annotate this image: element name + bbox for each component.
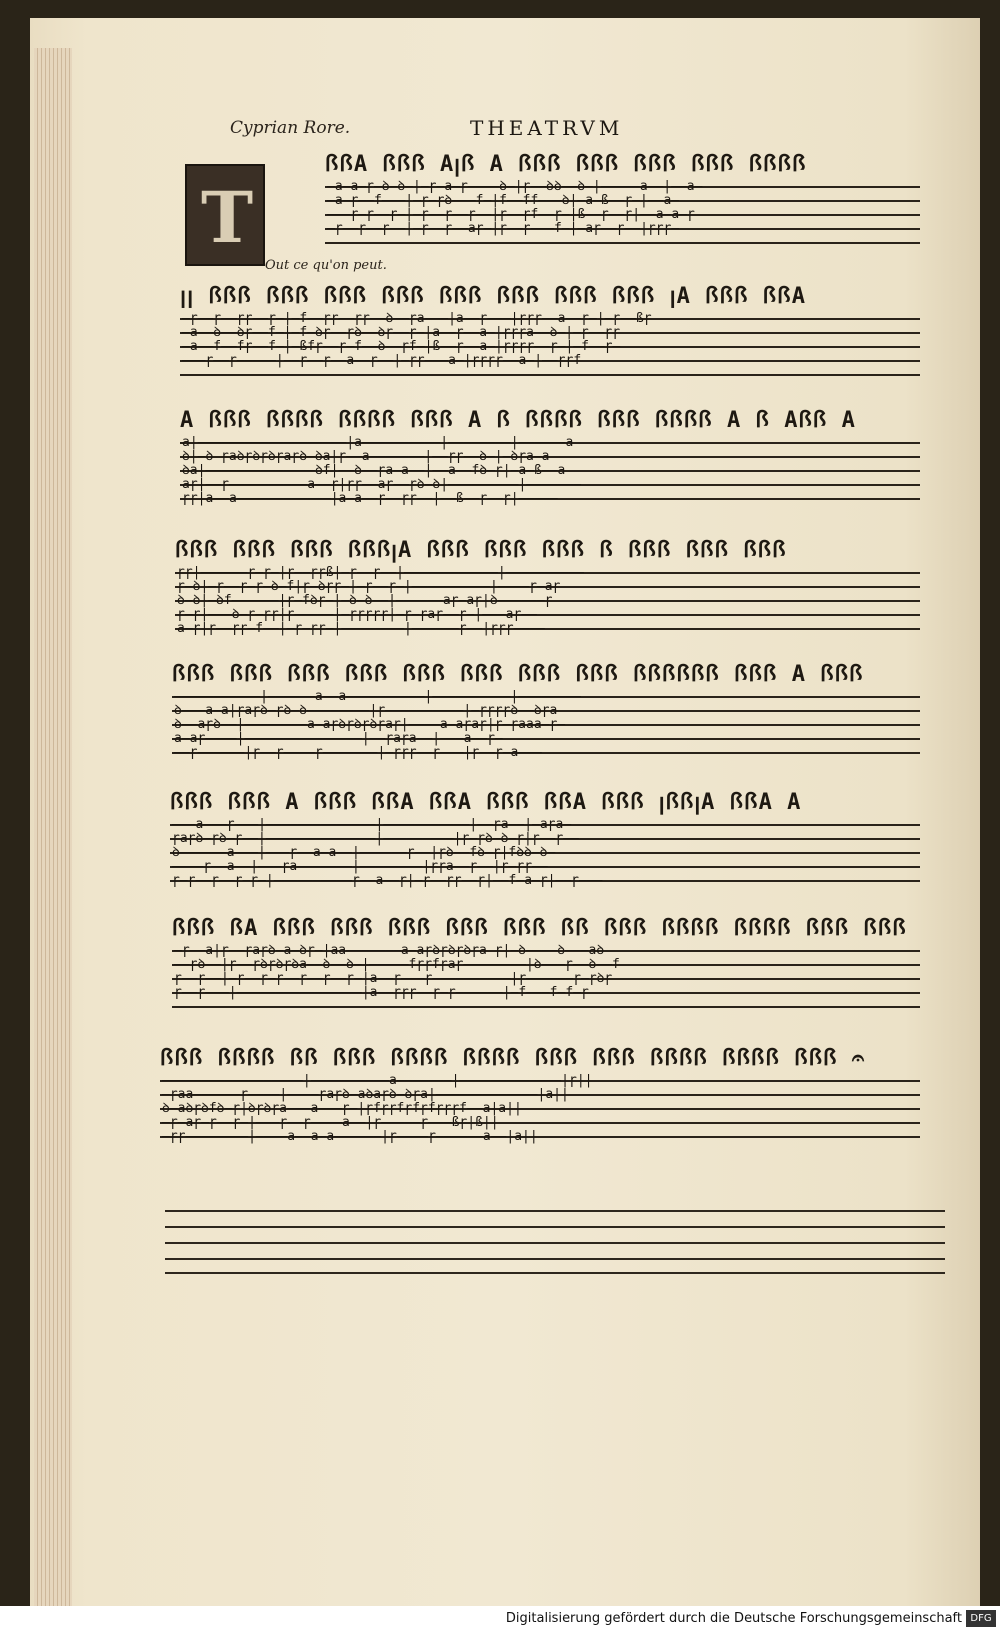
- tablature-course: a|———————————————————|a——————————|————————|——————a: [182, 435, 574, 450]
- tablature-course: ɼ—ɼ——ɼ——ɼ—ɼ—|——————————ɼ——a——ɼ|—ɼ——ɼɼ——ɼ|——f—a—ɼ|——ɼ———: [172, 873, 603, 888]
- footer-text: Digitalisierung gefördert durch die Deutsche Forschungsgemeinschaft: [505, 1611, 962, 1626]
- tablature-course: ɼɼ|a——a————————————|a—a——ɼ——ɼɼ——|——ß——ɼ——ɼ|—————: [182, 491, 558, 506]
- page-edges: [34, 48, 72, 1608]
- tablature-staff: [160, 1074, 920, 1154]
- tablature-staff: [175, 566, 920, 646]
- tablature-staff: [180, 436, 920, 516]
- blank-staff-line: [165, 1226, 945, 1228]
- tablature-course: ɼ——ɼ——|—ɼ——ɼ—ɼ——ɼ——ɼ——ɼ—|a——ɼ———ɼ——————————|ɼ——————ɼ—ɼꝺɼ: [174, 971, 613, 986]
- dfg-logo: DFG: [966, 1610, 996, 1627]
- tablature-course: ꝺa|——————————————ꝺf|——ꝺ——ɼa—a——|——a——fꝺ—ɼ|—a—ß——a: [182, 463, 566, 478]
- tablature-course: ɼ—ɼ|———ꝺ—ɼ—ɼɼ|ɼ—————|—ɼɼɼɼɼ|—ɼ—ɼaɼ——ɼ—|———aɼ——: [177, 607, 537, 622]
- tablature-staff: [180, 312, 920, 392]
- staff-line: [325, 242, 920, 244]
- tablature-course: aɼ|——ɼ——————————a——ɼ|ɼɼ——aɼ——ɼꝺ—ꝺ|—————————|———————: [182, 477, 582, 492]
- blank-staff-line: [165, 1272, 945, 1274]
- tablature-course: a—aɼ————|———————————————|——ɼaɼa——|———a——ɼ—: [174, 731, 503, 746]
- decorated-initial: [185, 164, 265, 266]
- tablature-course: —ɼ——a|ɼ——ɼaɼꝺ—a—ꝺɼ—|aa———————a—aɼꝺɼꝺɼꝺɼa ɼ|—ꝺ————ꝺ———aꝺ: [174, 943, 605, 958]
- rhythm-flags: ꟗꟗꟗ ꟗA ꟗꟗꟗ ꟗꟗꟗ ꟗꟗꟗ ꟗꟗꟗ ꟗꟗꟗ ꟗꟗ ꟗꟗꟗ ꟗꟗꟗꟗ ꟗꟗꟗꟗ ꟗꟗꟗ ꟗꟗꟗ: [172, 916, 907, 941]
- tablature-staff: [170, 818, 920, 898]
- rhythm-flags: ꟗꟗꟗ ꟗꟗꟗ ꟗꟗꟗ ꟗꟗꟗꞁA ꟗꟗꟗ ꟗꟗꟗ ꟗꟗꟗ ꟗ ꟗꟗꟗ ꟗꟗꟗ ꟗꟗꟗ: [175, 538, 787, 563]
- tablature-course: ———————————|——————a——a——————————|——————————|————————: [174, 689, 581, 704]
- tablature-staff: [325, 180, 920, 260]
- digitization-footer: [0, 1606, 1000, 1632]
- tablature-course: ɼaɼꝺ—ɼꝺ—ɼ——|——————————————|—————————|ɼ—ɼꝺ—ꝺ—ɼ|ɼ——ɼ——: [172, 831, 579, 846]
- tablature-staff: [172, 690, 920, 770]
- tablature-course: ꝺ—aꝺɼꝺfꝺ—ɼ|ꝺɼꝺɼa———a———ɼ—|ɼfɼɼfɼfɼfɼɼɼf——a|a||: [162, 1101, 522, 1116]
- tablature-course: ɼ—ꝺ|—ɼ——ɼ—ɼ—ꝺ—f|ɼ—ꝺɼɼ—|—ɼ——ɼ—|——————————|————ɼ—aɼ: [177, 579, 561, 594]
- tablature-course: ɼɼ|——————ɼ—ɼ—|ɼ——ɼɼß|—ɼ——ɼ——|————————————|——————————: [177, 565, 584, 580]
- staff-line: [180, 374, 920, 376]
- tablature-course: —ɼ——ɼ——ɼɼ——ɼ—|—f——ɼɼ——ɼɼ——ꝺ——ɼa———|a——ɼ———|ɼɼɼ——a——ɼ—|—ɼ——ßɼ: [182, 311, 652, 326]
- tablature-course: ——ɼ——————|ɼ——ɼ————ɼ———————|—ɼɼɼ——ɼ———|ɼ——ɼ—a———: [174, 745, 542, 760]
- tablature-course: ꝺ|—ꝺ ɼaꝺɼꝺɼꝺɼaɼꝺ—ꝺa|ɼ——a———————|——ɼɼ——ꝺ—|—ꝺɼa—a: [182, 449, 550, 464]
- tablature-course: a—ɼ|ɼ——ɼɼ—f——|—ɼ—ɼɼ—|————————|——————ɼ——|ɼɼɼ————: [177, 621, 545, 636]
- staff-line: [172, 1006, 920, 1008]
- blank-staff-line: [165, 1242, 945, 1244]
- tablature-course: ꝺ——————a———|———ɼ——a—a——|——————ɼ——|ɼꝺ——fꝺ—ɼ|fꝺꝺ—ꝺ—: [172, 845, 556, 860]
- tablature-course: —ɼ—aɼ—ɼ——ɼ—|———ɼ——ɼ————a——|ɼ—————ɼ———ßɼ|ß||: [162, 1115, 499, 1130]
- tablature-course: ——————————————————|——————————a———————|—————————————|ɼ||: [162, 1073, 593, 1088]
- tablature-course: ——ɼꝺ——|ɼ——ɼꝺɼꝺɼꝺa——ꝺ——ꝺ—|—————fɼɼfɼaɼ————————|ꝺ———ɼ——ꝺ——f: [174, 957, 620, 972]
- blank-staff-line: [165, 1210, 945, 1212]
- blank-staff-line: [165, 1258, 945, 1260]
- tablature-course: ꝺ———a—a|ɼaɼꝺ—ɼꝺ—ꝺ————————|ɼ——————————|—ɼɼɼɼꝺ——ꝺɼa: [174, 703, 558, 718]
- rhythm-flags: ꟗꟗꟗ ꟗꟗꟗꟗ ꟗꟗ ꟗꟗꟗ ꟗꟗꟗꟗ ꟗꟗꟗꟗ ꟗꟗꟗ ꟗꟗꟗ ꟗꟗꟗꟗ ꟗꟗꟗꟗ ꟗꟗꟗ 𝄐: [160, 1046, 866, 1071]
- tablature-course: —ɼaa——————ɼ————|————ɼaɼꝺ—aꝺaɼꝺ—ꝺɼa|—————————————|a||: [162, 1087, 569, 1102]
- tablature-course: —a—a—ɼ—ꝺ—ꝺ—|—ɼ—a—ɼ————ꝺ—|ɼ——ꝺꝺ——ꝺ—|—————a——|——a—: [327, 179, 703, 194]
- tablature-course: ꝺ——aɼꝺ——|————————a—aɼꝺɼꝺɼꝺɼaɼ|————a—aɼaɼ|ɼ—ɼaaa—ɼ—: [174, 717, 566, 732]
- tablature-course: ɼ——ɼ———|————————————————|a——ɼɼɼ——ɼ—ɼ——————|—f———f—f—ɼ: [174, 985, 589, 1000]
- tablature-course: —a—ɼ——f———|—ɼ—ɼꝺ———f—|f——ff———ꝺ|—a—ß——ɼ—|——a—: [327, 193, 680, 208]
- initial-letter: T: [201, 176, 254, 259]
- tablature-course: ꝺ—ꝺ|—ꝺf——————|ɼ—fꝺɼ—|—ꝺ—ꝺ——|——————aɼ—aɼ|ꝺ——————ɼ: [177, 593, 553, 608]
- tablature-course: ———ɼ——ɼ—————|——ɼ——ɼ——a——ɼ——|—ɼɼ———a—|ɼɼɼɼ——a—|——ɼɼf: [182, 353, 582, 368]
- tablature-course: ————ɼ——a——|———ɼa———————|————————|ɼɼa——ɼ——|ɼ—ɼɼ——: [172, 859, 548, 874]
- tablature-course: —ɼɼ————————|————a——a—a——————|ɼ————ɼ——————a——|a||: [162, 1129, 538, 1144]
- rhythm-flags: A ꟗꟗꟗ ꟗꟗꟗꟗ ꟗꟗꟗꟗ ꟗꟗꟗ A ꟗ ꟗꟗꟗꟗ ꟗꟗꟗ ꟗꟗꟗꟗ A ꟗ Aꟗꟗ A: [180, 408, 856, 433]
- running-head: Cyprian Rore.: [230, 118, 351, 138]
- tablature-course: —ɼ——ɼ——ɼ——|—ɼ——ɼ——aɼ—|ɼ——ɼ———f—|—aɼ——ɼ——|ɼɼɼ—: [327, 221, 680, 236]
- tablature-staff: [172, 944, 920, 1024]
- page-title: THEATRVM: [470, 116, 624, 140]
- tablature-course: ———ɼ—ɼ——ɼ—|—ɼ——ɼ——ɼ——|ɼ——ɼf——ɼ—|ß——ɼ——ɼ|——a—a—ɼ: [327, 207, 695, 222]
- rhythm-flags: ꞁꞁ ꟗꟗꟗ ꟗꟗꟗ ꟗꟗꟗ ꟗꟗꟗ ꟗꟗꟗ ꟗꟗꟗ ꟗꟗꟗ ꟗꟗꟗ ꞁA ꟗꟗꟗ ꟗꟗA: [180, 284, 806, 309]
- tablature-course: —a——ꝺ——ꝺɼ——f—|—f—ꝺɼ——ɼꝺ——ꝺɼ——ɼ—|a——ɼ——a—|ɼɼɼa——ꝺ—|—ɼ——ɼɼ: [182, 325, 621, 340]
- rhythm-flags: ꟗꟗꟗ ꟗꟗꟗ A ꟗꟗꟗ ꟗꟗA ꟗꟗA ꟗꟗꟗ ꟗꟗA ꟗꟗꟗ ꞁꟗꟗꞁA ꟗꟗA A: [170, 790, 802, 815]
- incipit-text: Out ce qu'on peut.: [265, 258, 387, 273]
- rhythm-flags: ꟗꟗA ꟗꟗꟗ Aꞁꟗ A ꟗꟗꟗ ꟗꟗꟗ ꟗꟗꟗ ꟗꟗꟗ ꟗꟗꟗꟗ: [325, 152, 807, 177]
- tablature-course: ———a———ɼ———|——————————————|———————————|——ɼa——|—aɼa—: [172, 817, 572, 832]
- rhythm-flags: ꟗꟗꟗ ꟗꟗꟗ ꟗꟗꟗ ꟗꟗꟗ ꟗꟗꟗ ꟗꟗꟗ ꟗꟗꟗ ꟗꟗꟗ ꟗꟗꟗꟗꟗꟗ ꟗꟗꟗ A ꟗꟗꟗ: [172, 662, 864, 687]
- tablature-course: —a——f——fɼ——f—|—ßfɼ——ɼ—f——ꝺ——ɼf—|ß——ɼ——a—|ɼɼɼɼ——ɼ—|—f——ɼ—: [182, 339, 621, 354]
